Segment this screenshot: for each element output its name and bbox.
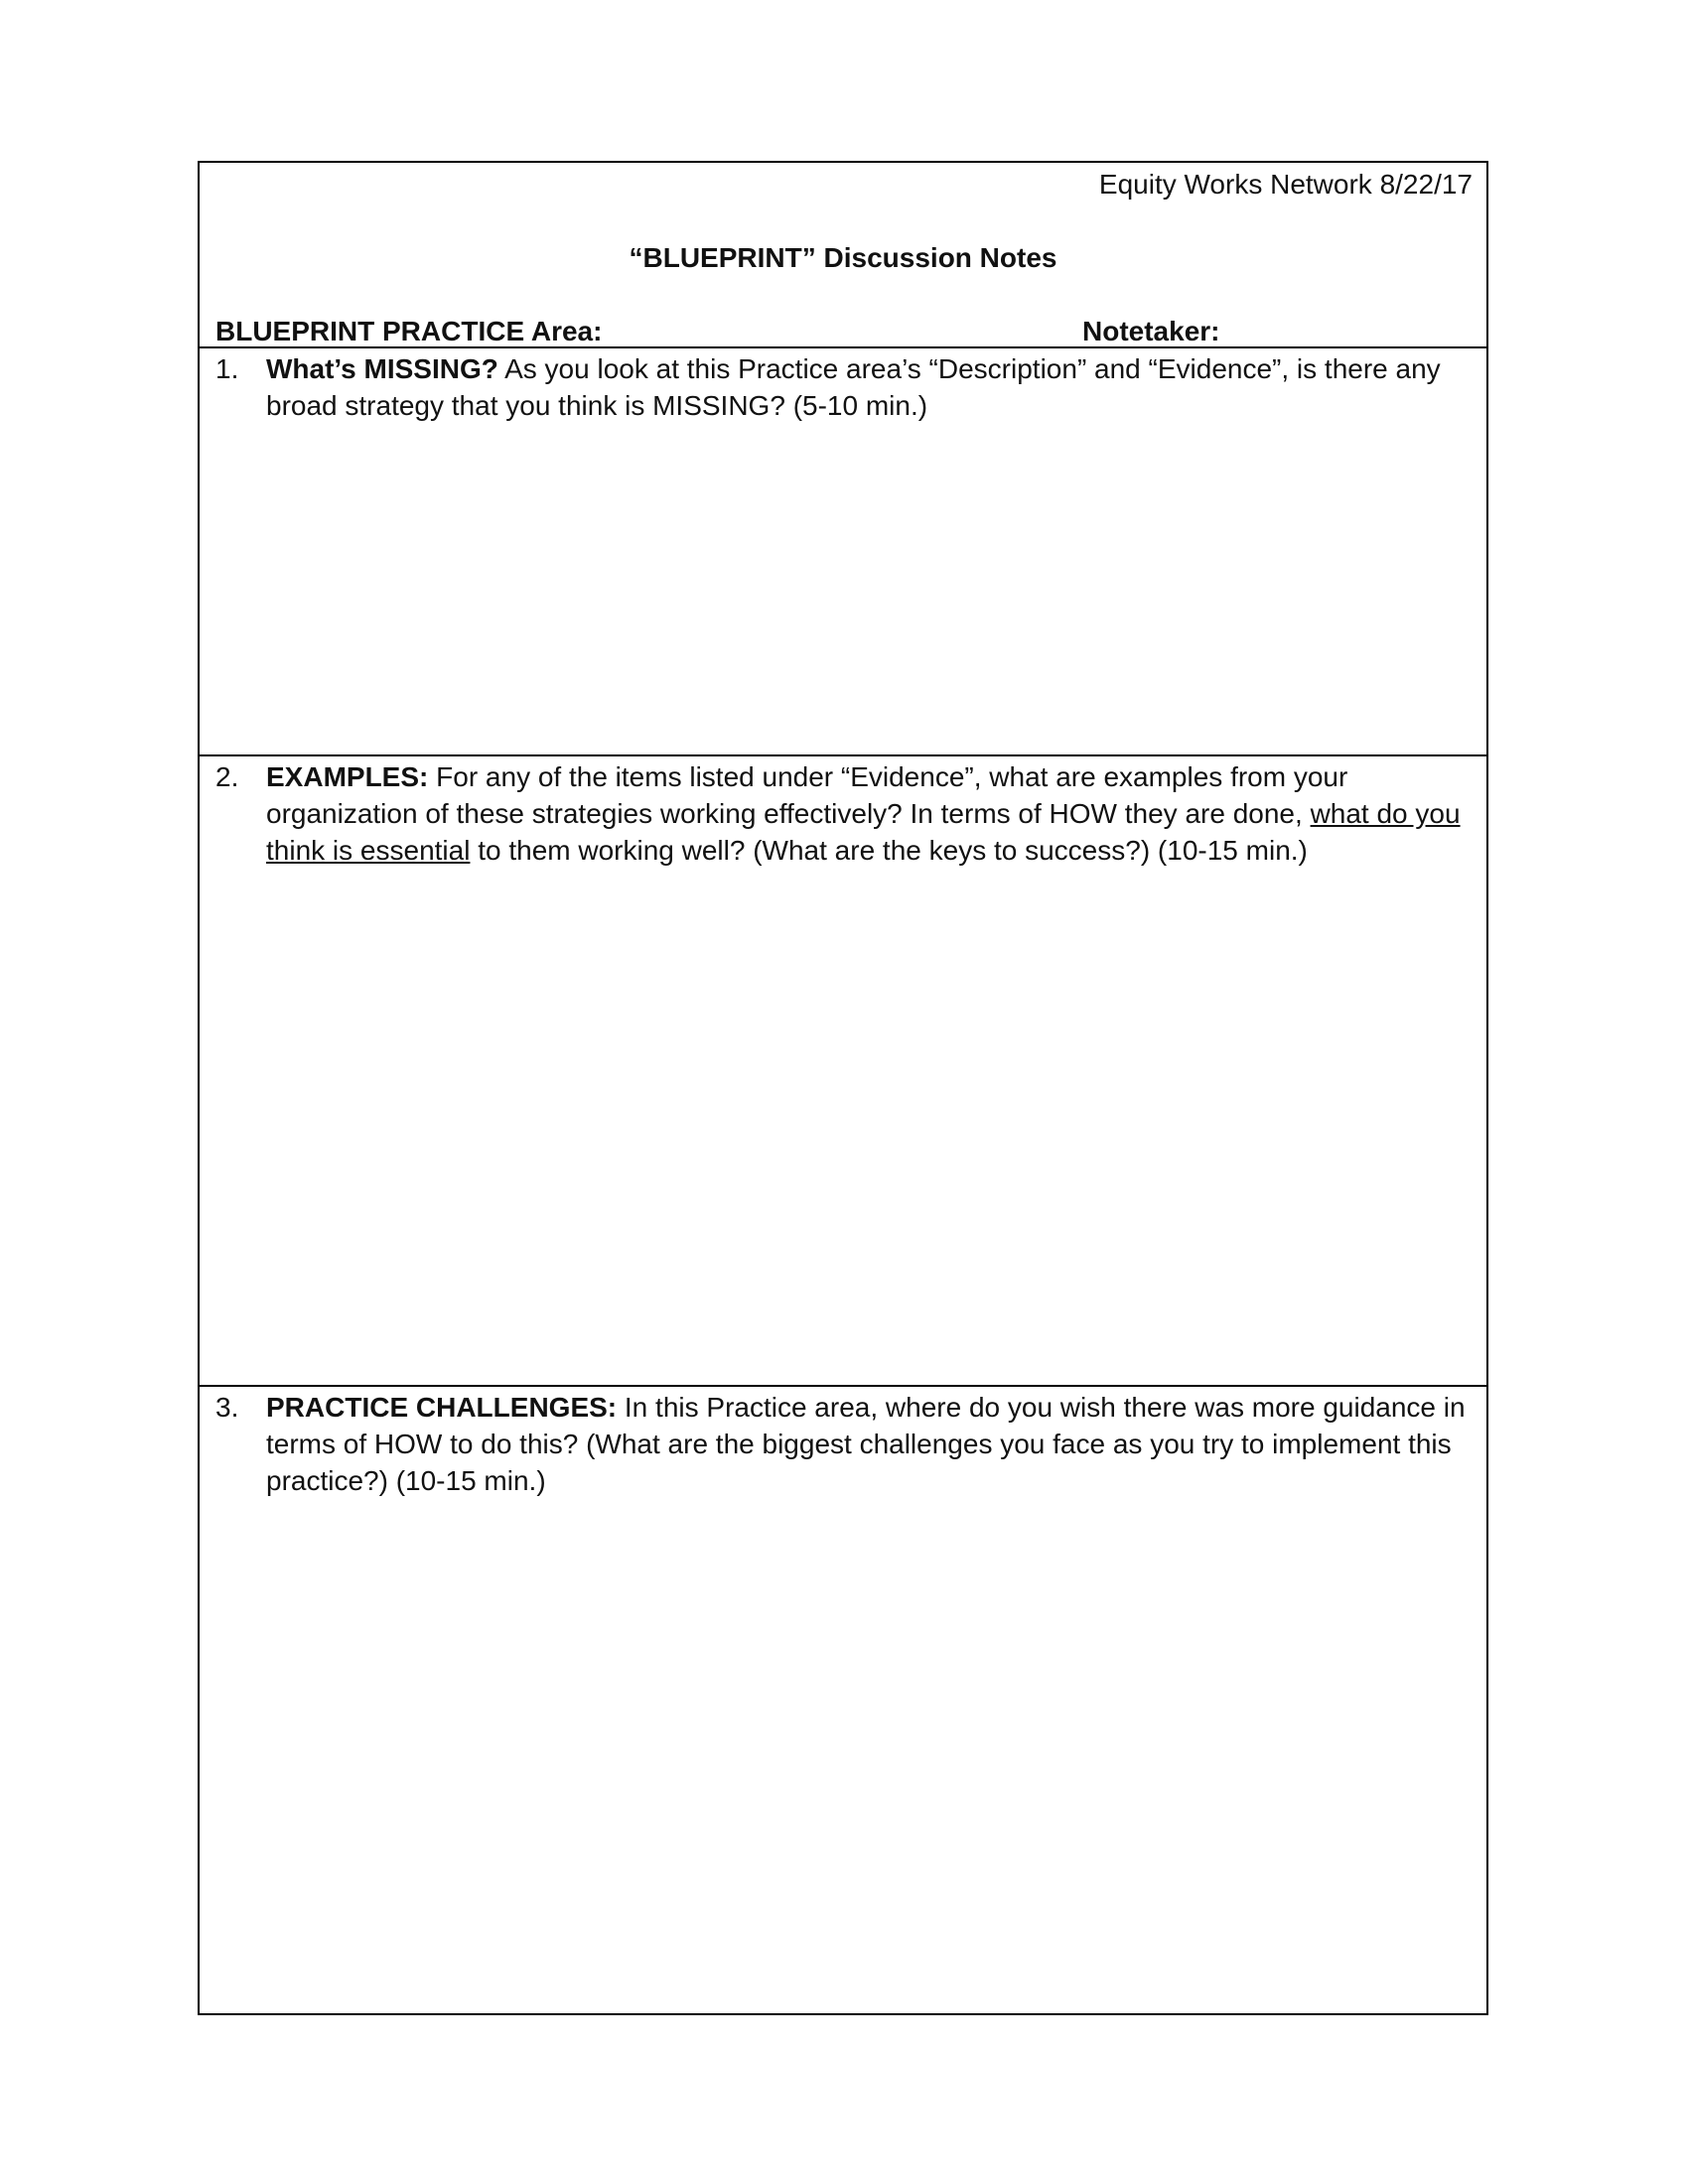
question-body: As you look at this Practice area’s “Description” and “Evidence”, is there any broad strategy that you think is MISSING? (5-10 min.) <box>266 353 1441 421</box>
discussion-notes-form <box>198 161 1488 2015</box>
page-title: “BLUEPRINT” Discussion Notes <box>629 242 1057 273</box>
question-text <box>266 758 1473 869</box>
question-body-end: to them working well? (What are the keys to success?) (10-15 min.) <box>470 835 1308 866</box>
practice-area-label: BLUEPRINT PRACTICE Area: <box>215 316 603 346</box>
question-text <box>266 1389 1473 1499</box>
org-date-line: Equity Works Network 8/22/17 <box>1098 169 1473 200</box>
question-number: 2. <box>215 761 239 792</box>
question-section-2 <box>200 756 1486 1387</box>
question-lead: EXAMPLES: <box>266 761 429 792</box>
question-number: 3. <box>215 1392 239 1423</box>
question-section-3 <box>200 1387 1486 2015</box>
question-body: In this Practice area, where do you wish there was more guidance in terms of HOW to do this? (What are the biggest challenges you face as you try to implement this practice?) (10-15 min.) <box>266 1392 1466 1496</box>
form-header <box>200 163 1486 348</box>
question-body: For any of the items listed under “Evidence”, what are examples from your organization of these strategies working effectively? In terms of HOW they are done, <box>266 761 1348 829</box>
question-text <box>266 350 1473 424</box>
question-number: 1. <box>215 353 239 384</box>
question-emphasis: what do you think is essential <box>266 798 1461 866</box>
question-section-1 <box>200 348 1486 756</box>
question-lead: PRACTICE CHALLENGES: <box>266 1392 618 1423</box>
notetaker-label: Notetaker: <box>1082 316 1220 346</box>
question-lead: What’s MISSING? <box>266 353 498 384</box>
